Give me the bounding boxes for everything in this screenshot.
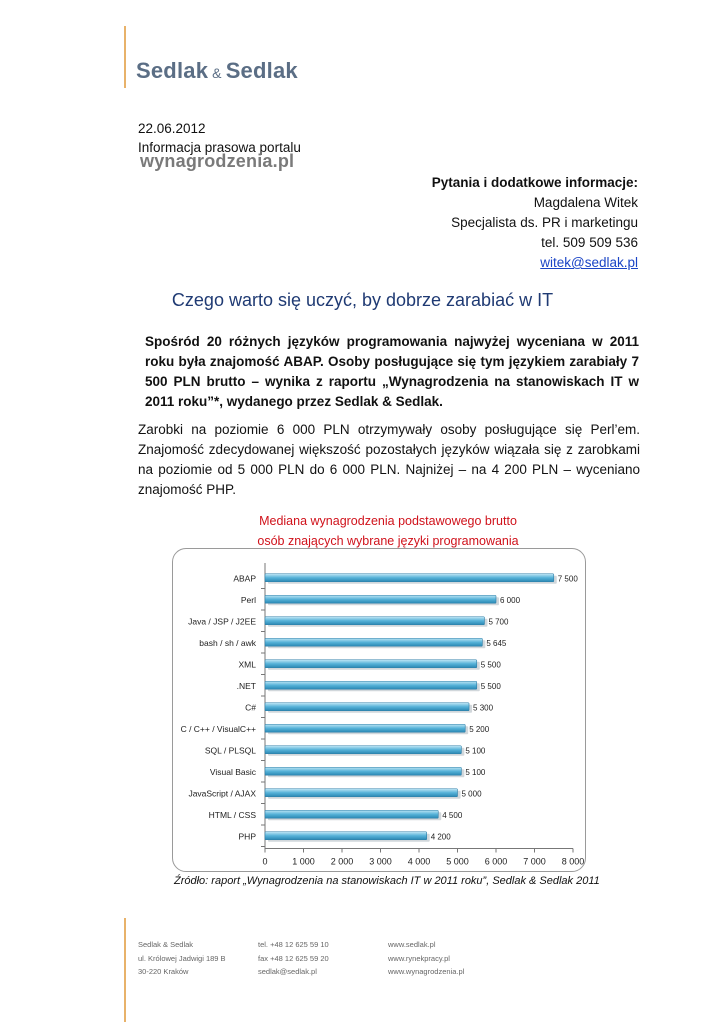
value-label-1: 6 000 <box>500 595 521 605</box>
footer-site-rynekpracy[interactable]: www.rynekpracy.pl <box>388 953 450 963</box>
category-label-9: Visual Basic <box>209 766 256 777</box>
x-tick-label-7: 7 000 <box>523 856 546 867</box>
salary-bar-chart <box>173 549 585 871</box>
lead-paragraph: Spośród 20 różnych języków programowania najwyżej wyceniana w 2011 roku była znajomość ABAP. Osoby posługujące się tym językiem zarabiały 7 500 PLN brutto – wynika z raportu „Wynagrodzenia na stanowiskach IT w 2011 roku”*, wydanego przez Sedlak & Sedlak. <box>145 334 639 409</box>
footer-fax: fax +48 12 625 59 20 <box>258 953 329 963</box>
contact-heading: Pytania i dodatkowe informacje: <box>431 175 638 190</box>
bar-6 <box>265 703 469 711</box>
bar-5 <box>265 681 477 689</box>
value-label-8: 5 100 <box>465 746 486 756</box>
footer-email-link[interactable]: sedlak@sedlak.pl <box>258 967 317 976</box>
contact-phone: tel. 509 509 536 <box>541 235 638 250</box>
release-date: 22.06.2012 <box>138 121 206 136</box>
bar-8 <box>265 746 461 754</box>
sedlak-logo: Sedlak & Sedlak <box>136 58 298 83</box>
value-label-3: 5 645 <box>486 638 507 648</box>
value-label-6: 5 300 <box>473 703 494 713</box>
category-label-4: XML <box>238 659 256 670</box>
value-label-0: 7 500 <box>557 574 578 584</box>
x-tick-label-1: 1 000 <box>292 856 315 867</box>
footer-address <box>138 938 226 979</box>
chart-source: Źródło: raport „Wynagrodzenia na stanowiskach IT w 2011 roku”, Sedlak & Sedlak 2011 <box>174 875 600 887</box>
chart-title-line2: osób znających wybrane języki programowania <box>257 534 519 548</box>
contact-name: Magdalena Witek <box>533 195 638 210</box>
x-tick-label-4: 4 000 <box>407 856 431 867</box>
value-label-11: 4 500 <box>442 810 463 820</box>
value-label-10: 5 000 <box>461 789 482 799</box>
value-label-5: 5 500 <box>480 681 501 691</box>
footer-tel: tel. +48 12 625 59 10 <box>258 940 329 949</box>
chart-title-line1: Mediana wynagrodzenia podstawowego brutto <box>259 514 517 528</box>
bar-9 <box>265 767 461 775</box>
x-tick-label-3: 3 000 <box>369 856 392 867</box>
headline: Czego warto się uczyć, by dobrze zarabiać w IT <box>171 290 554 310</box>
contact-role: Specjalista ds. PR i marketingu <box>451 215 638 230</box>
x-tick-label-8: 8 000 <box>561 856 585 867</box>
x-tick-label-6: 6 000 <box>484 856 508 867</box>
category-label-11: HTML / CSS <box>208 809 256 820</box>
footer-city: 30-220 Kraków <box>138 967 189 976</box>
x-tick-label-2: 2 000 <box>330 856 354 867</box>
contact-email-link[interactable]: witek@sedlak.pl <box>540 255 638 270</box>
bar-11 <box>265 810 438 818</box>
bar-2 <box>265 617 484 625</box>
body-paragraph: Zarobki na poziomie 6 000 PLN otrzymywały osoby posługujące się Perl’em. Znajomość zdecydowanej większość pozostałych języków wiązała się z zarobkami na poziomie od 5 000 PLN do 6 000 PLN. Najniżej – na 4 200 PLN – wyceniano znajomość PHP. <box>138 422 640 497</box>
bar-0 <box>265 574 554 582</box>
footer-accent-line <box>124 918 126 1022</box>
bar-10 <box>265 789 458 797</box>
category-label-2: Java / JSP / J2EE <box>188 616 256 627</box>
footer-site-sedlak[interactable]: www.sedlak.pl <box>388 940 436 949</box>
bar-1 <box>265 595 496 603</box>
footer-site-wynagrodzenia[interactable]: www.wynagrodzenia.pl <box>388 967 465 976</box>
header-accent-line <box>124 26 126 88</box>
footer-company: Sedlak & Sedlak <box>138 940 194 949</box>
bar-12 <box>265 832 427 840</box>
category-label-5: .NET <box>236 680 256 691</box>
release-label: Informacja prasowa portalu <box>138 140 301 155</box>
bar-7 <box>265 724 465 732</box>
chart-title <box>0 511 725 551</box>
category-label-3: bash / sh / awk <box>199 637 256 648</box>
value-label-9: 5 100 <box>465 767 486 777</box>
footer-websites <box>388 938 464 979</box>
category-label-7: C / C++ / VisualC++ <box>180 723 256 734</box>
footer-street: ul. Królowej Jadwigi 189 B <box>138 953 226 963</box>
wynagrodzenia-logo: wynagrodzenia.pl <box>140 151 295 171</box>
x-tick-label-5: 5 000 <box>446 856 469 867</box>
value-label-7: 5 200 <box>469 724 490 734</box>
value-label-12: 4 200 <box>430 832 451 842</box>
category-label-12: PHP <box>238 831 256 842</box>
category-label-0: ABAP <box>233 573 256 584</box>
chart-frame <box>172 548 586 872</box>
value-label-4: 5 500 <box>480 660 501 670</box>
bar-3 <box>265 638 482 646</box>
category-label-1: Perl <box>240 594 256 605</box>
footer-phones <box>258 938 329 979</box>
category-label-8: SQL / PLSQL <box>204 745 256 756</box>
category-label-10: JavaScript / AJAX <box>188 788 256 799</box>
bar-4 <box>265 660 477 668</box>
contact-block <box>432 173 638 273</box>
value-label-2: 5 700 <box>488 617 509 627</box>
x-tick-label-0: 0 <box>262 856 268 867</box>
category-label-6: C# <box>245 702 256 713</box>
